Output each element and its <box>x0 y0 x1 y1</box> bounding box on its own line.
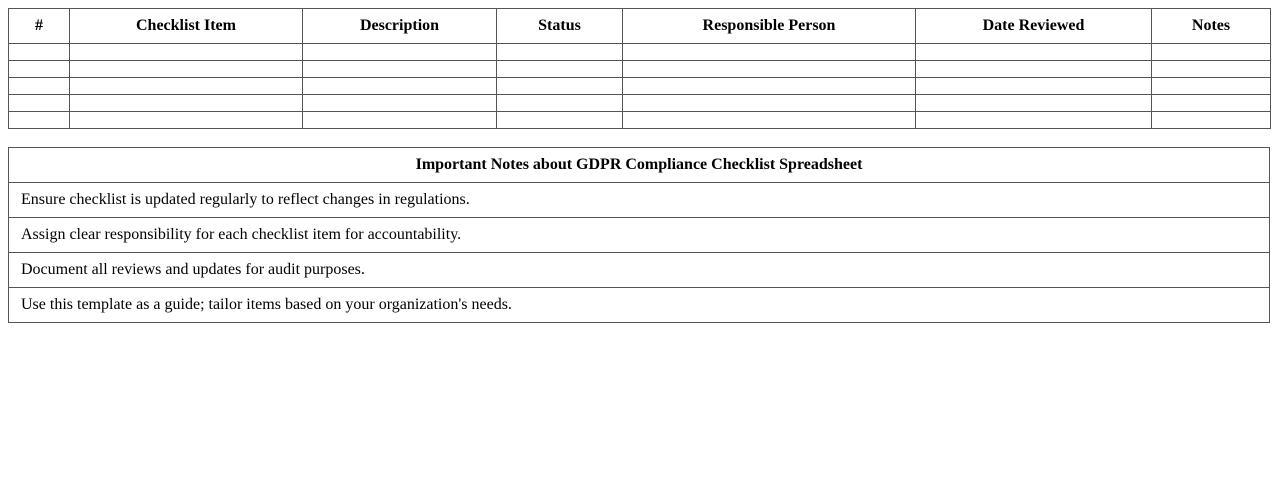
table-cell[interactable] <box>497 44 623 61</box>
table-cell[interactable] <box>9 61 70 78</box>
table-row <box>9 78 1271 95</box>
table-cell[interactable] <box>303 61 497 78</box>
header-notes: Notes <box>1152 9 1271 44</box>
table-cell[interactable] <box>70 95 303 112</box>
table-cell[interactable] <box>916 61 1152 78</box>
table-cell[interactable] <box>9 95 70 112</box>
notes-header-row <box>9 148 1270 183</box>
notes-table <box>8 147 1270 323</box>
table-cell[interactable] <box>916 112 1152 129</box>
checklist-header-row <box>9 9 1271 44</box>
table-cell[interactable] <box>916 78 1152 95</box>
table-cell[interactable] <box>623 44 916 61</box>
note-row <box>9 288 1270 323</box>
note-item: Document all reviews and updates for audit purposes. <box>9 253 1270 288</box>
header-date-reviewed: Date Reviewed <box>916 9 1152 44</box>
header-status: Status <box>497 9 623 44</box>
table-cell[interactable] <box>70 112 303 129</box>
checklist-table <box>8 8 1271 129</box>
header-description: Description <box>303 9 497 44</box>
table-cell[interactable] <box>497 95 623 112</box>
table-cell[interactable] <box>497 78 623 95</box>
header-number: # <box>9 9 70 44</box>
header-checklist-item: Checklist Item <box>70 9 303 44</box>
note-item: Assign clear responsibility for each checklist item for accountability. <box>9 218 1270 253</box>
table-cell[interactable] <box>303 44 497 61</box>
table-cell[interactable] <box>9 112 70 129</box>
table-row <box>9 61 1271 78</box>
table-cell[interactable] <box>1152 61 1271 78</box>
table-cell[interactable] <box>1152 78 1271 95</box>
table-cell[interactable] <box>623 112 916 129</box>
table-cell[interactable] <box>303 112 497 129</box>
table-cell[interactable] <box>9 44 70 61</box>
notes-title: Important Notes about GDPR Compliance Checklist Spreadsheet <box>9 148 1270 183</box>
table-cell[interactable] <box>303 78 497 95</box>
table-cell[interactable] <box>623 61 916 78</box>
table-cell[interactable] <box>916 95 1152 112</box>
note-row <box>9 253 1270 288</box>
note-item: Ensure checklist is updated regularly to reflect changes in regulations. <box>9 183 1270 218</box>
table-cell[interactable] <box>9 78 70 95</box>
table-row <box>9 95 1271 112</box>
table-cell[interactable] <box>1152 95 1271 112</box>
table-row <box>9 44 1271 61</box>
table-cell[interactable] <box>1152 112 1271 129</box>
table-cell[interactable] <box>303 95 497 112</box>
table-cell[interactable] <box>916 44 1152 61</box>
note-row <box>9 183 1270 218</box>
table-cell[interactable] <box>70 78 303 95</box>
table-row <box>9 112 1271 129</box>
note-row <box>9 218 1270 253</box>
table-cell[interactable] <box>70 61 303 78</box>
table-cell[interactable] <box>497 61 623 78</box>
header-responsible-person: Responsible Person <box>623 9 916 44</box>
table-cell[interactable] <box>497 112 623 129</box>
table-cell[interactable] <box>623 78 916 95</box>
table-cell[interactable] <box>70 44 303 61</box>
note-item: Use this template as a guide; tailor items based on your organization's needs. <box>9 288 1270 323</box>
table-cell[interactable] <box>623 95 916 112</box>
table-cell[interactable] <box>1152 44 1271 61</box>
